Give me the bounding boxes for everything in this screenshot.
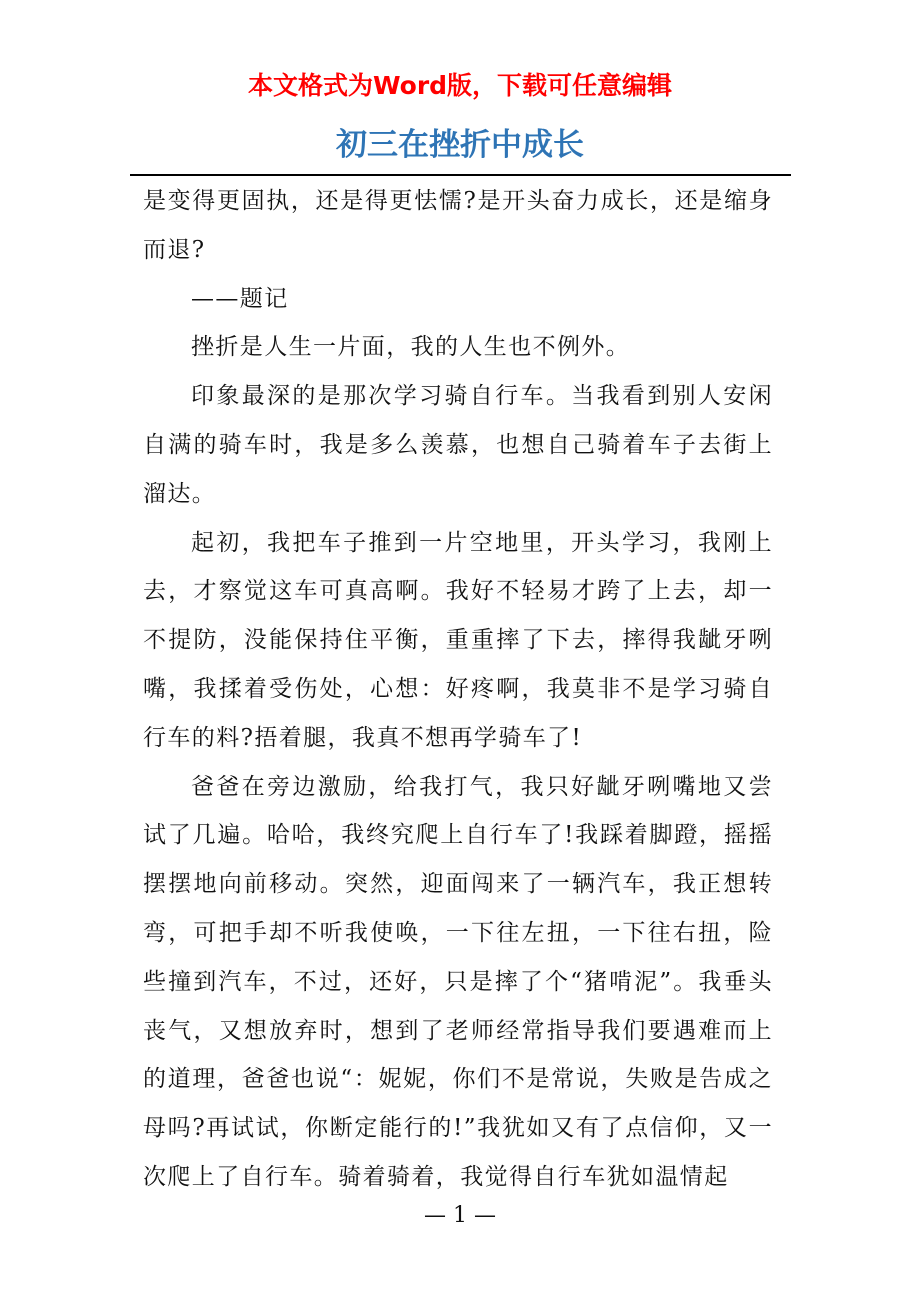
document-title: 初三在挫折中成长 <box>336 127 584 163</box>
format-banner: 本文格式为Word版，下载可任意编辑 <box>247 71 673 100</box>
paragraph: 印象最深的是那次学习骑自行车。当我看到别人安闲自满的骑车时，我是多么羡慕，也想自己骑着车子去街上溜达。 <box>143 383 773 507</box>
paragraph-continued: 是变得更固执，还是得更怯懦?是开头奋力成长，还是缩身而退? <box>143 188 773 263</box>
header-rule <box>130 174 791 176</box>
paragraph: 挫折是人生一片面，我的人生也不例外。 <box>191 334 631 361</box>
article-body <box>143 177 773 1202</box>
page-number: — 1 — <box>424 1203 496 1228</box>
paragraph: 起初，我把车子推到一片空地里，开头学习，我刚上去，才察觉这车可真高啊。我好不轻易才跨了上去，却一不提防，没能保持住平衡，重重摔了下去，摔得我龇牙咧嘴，我揉着受伤处，心想：好疼啊，我莫非不是学习骑自行车的料?捂着腿，我真不想再学骑车了! <box>143 529 773 751</box>
paragraph: 爸爸在旁边激励，给我打气，我只好龇牙咧嘴地又尝试了几遍。哈哈，我终究爬上自行车了!我踩着脚蹬，摇摇摆摆地向前移动。突然，迎面闯来了一辆汽车，我正想转弯，可把手却不听我使唤，一下往左扭，一下往右扭，险些撞到汽车，不过，还好，只是摔了个“猪啃泥”。我垂头丧气，又想放弃时，想到了老师经常指导我们要遇难而上的道理，爸爸也说“：妮妮，你们不是常说，失败是告成之母吗?再试试，你断定能行的!”我犹如又有了点信仰，又一次爬上了自行车。骑着骑着，我觉得自行车犹如温情起 <box>143 773 773 1190</box>
paragraph-epigraph-credit: ——题记 <box>191 285 289 312</box>
